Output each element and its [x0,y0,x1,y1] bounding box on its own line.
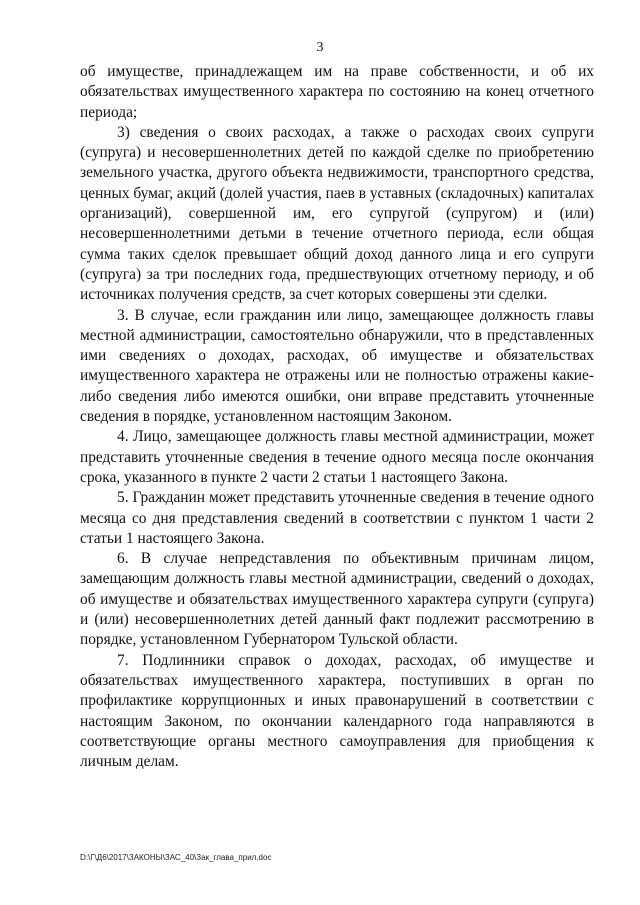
paragraph-clause-5: 5. Гражданин может представить уточненные сведения в течение одного месяца со дня представления сведений в соответствии с пунктом 1 части 2 статьи 1 настоящего Закона. [80,489,594,547]
paragraph-continuation: об имуществе, принадлежащем им на праве собственности, и об их обязательствах имущественного характера по состоянию на конец отчетного периода; [80,63,594,121]
paragraph-clause-7: 7. Подлинники справок о доходах, расходах, об имуществе и обязательствах имущественного характера, поступивших в орган по профилактике коррупционных и иных правонарушений в соответствии с настоящим Законом, по окончании календарного года направляются в соответствующие органы местного самоуправления для приобщения к личным делам. [80,651,594,771]
paragraph-clause-4: 4. Лицо, замещающее должность главы местной администрации, может представить уточненные сведения в течение одного месяца после окончания срока, указанного в пункте 2 части 2 статьи 1 настоящего Закона. [80,428,594,486]
document-body [80,62,594,772]
paragraph-item-3-expenses: 3) сведения о своих расходах, а также о расходах своих супруги (супруга) и несовершеннолетних детей по каждой сделке по приобретению земельного участка, другого объекта недвижимости, транспортного средства, ценных бумаг, акций (долей участия, паев в уставных (складочных) капиталах организаций), совершенной им, его супругой (супругом) и (или) несовершеннолетними детьми в течение отчетного периода, если общая сумма таких сделок превышает общий доход данного лица и его супруги (супруга) за три последних года, предшествующих отчетному периоду, и об источниках получения средств, за счет которых совершены эти сделки. [80,123,594,304]
file-path-footer: D:\Г\Д6\2017\ЗАКОНЫ\ЗАС_40\Зак_глава_прил.doc [80,853,272,862]
paragraph-clause-3: 3. В случае, если гражданин или лицо, замещающее должность главы местной администрации, самостоятельно обнаружили, что в представленных ими сведениях о доходах, расходах, об имуществе и обязательствах имущественного характера не отражены или не полностью отражены какие-либо сведения либо имеются ошибки, они вправе представить уточненные сведения в порядке, установленном настоящим Законом. [80,306,594,426]
page-number: 3 [316,40,324,55]
paragraph-clause-6: 6. В случае непредставления по объективным причинам лицом, замещающим должность главы местной администрации, сведений о доходах, об имуществе и обязательствах имущественного характера супруги (супруга) и (или) несовершеннолетних детей данный факт подлежит рассмотрению в порядке, установленном Губернатором Тульской области. [80,550,594,649]
